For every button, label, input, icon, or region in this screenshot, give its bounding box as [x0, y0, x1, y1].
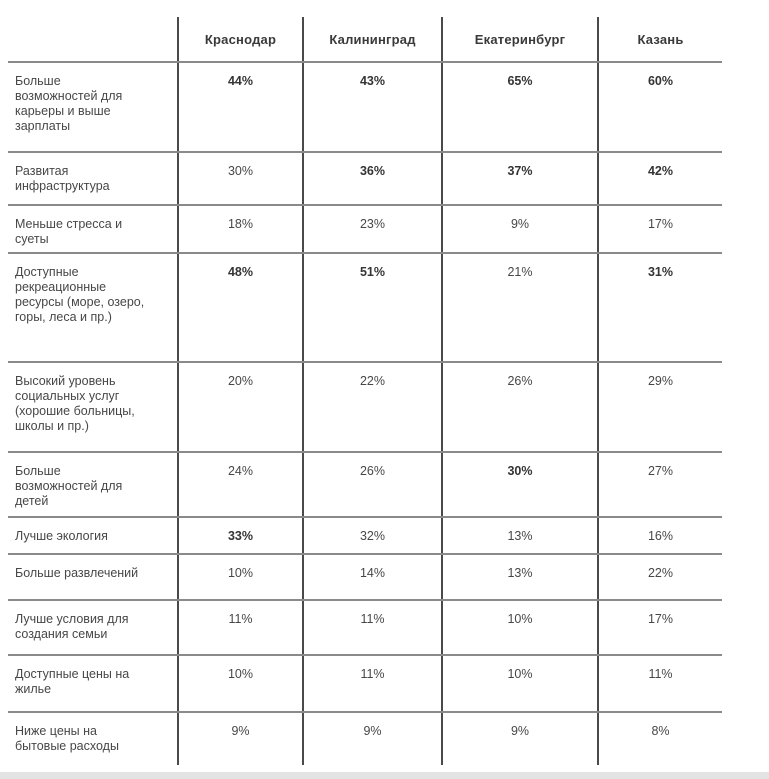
column-header-kaliningrad: Калининград [303, 17, 442, 62]
value-cell: 27% [598, 452, 722, 517]
table-row [8, 712, 722, 765]
value-cell: 30% [178, 152, 303, 205]
row-label: Развитая инфраструктура [8, 152, 178, 205]
row-label: Лучше экология [8, 517, 178, 554]
value-cell: 14% [303, 554, 442, 600]
value-cell: 42% [598, 152, 722, 205]
value-cell: 21% [442, 253, 598, 362]
table-row [8, 62, 722, 152]
value-cell: 32% [303, 517, 442, 554]
table-body [8, 62, 722, 765]
row-label: Доступные рекреационные ресурсы (море, озеро, горы, леса и пр.) [8, 253, 178, 362]
value-cell: 44% [178, 62, 303, 152]
table-row [8, 554, 722, 600]
survey-table [8, 17, 722, 765]
value-cell: 9% [442, 712, 598, 765]
value-cell: 10% [178, 655, 303, 712]
table-row [8, 205, 722, 253]
value-cell: 9% [303, 712, 442, 765]
table-row [8, 253, 722, 362]
row-label: Доступные цены на жилье [8, 655, 178, 712]
value-cell: 13% [442, 517, 598, 554]
value-cell: 22% [598, 554, 722, 600]
value-cell: 8% [598, 712, 722, 765]
value-cell: 10% [442, 600, 598, 655]
value-cell: 36% [303, 152, 442, 205]
value-cell: 43% [303, 62, 442, 152]
value-cell: 9% [442, 205, 598, 253]
value-cell: 30% [442, 452, 598, 517]
value-cell: 9% [178, 712, 303, 765]
row-label: Больше возможностей для детей [8, 452, 178, 517]
table-row [8, 452, 722, 517]
row-label: Ниже цены на бытовые расходы [15, 724, 119, 753]
value-cell: 20% [178, 362, 303, 452]
value-cell: 31% [598, 253, 722, 362]
value-cell: 18% [178, 205, 303, 253]
value-cell: 33% [178, 517, 303, 554]
column-header-kazan: Казань [598, 17, 722, 62]
value-cell: 26% [442, 362, 598, 452]
value-cell: 60% [598, 62, 722, 152]
value-cell: 10% [178, 554, 303, 600]
row-label: Больше возможностей для карьеры и выше зарплаты [8, 62, 178, 152]
value-cell: 29% [598, 362, 722, 452]
table-row [8, 152, 722, 205]
bottom-edge-strip [0, 772, 769, 779]
value-cell: 10% [442, 655, 598, 712]
value-cell: 48% [178, 253, 303, 362]
value-cell: 13% [442, 554, 598, 600]
column-header-ekaterinburg: Екатеринбург [442, 17, 598, 62]
column-header-krasnodar: Краснодар [178, 17, 303, 62]
value-cell: 17% [598, 205, 722, 253]
row-label: Лучше условия для создания семьи [8, 600, 178, 655]
value-cell: 11% [303, 600, 442, 655]
value-cell: 24% [178, 452, 303, 517]
row-label: Меньше стресса и суеты [8, 205, 178, 253]
table-row [8, 517, 722, 554]
value-cell: 16% [598, 517, 722, 554]
corner-cell [8, 17, 178, 62]
table-row [8, 655, 722, 712]
table-row [8, 362, 722, 452]
value-cell: 11% [178, 600, 303, 655]
value-cell: 17% [598, 600, 722, 655]
header-row [8, 17, 722, 62]
row-label: Больше развлечений [8, 554, 178, 600]
value-cell: 11% [598, 655, 722, 712]
table-header [8, 17, 722, 62]
table-row [8, 600, 722, 655]
value-cell: 22% [303, 362, 442, 452]
value-cell: 23% [303, 205, 442, 253]
value-cell: 51% [303, 253, 442, 362]
row-label: Высокий уровень социальных услуг (хорошие больницы, школы и пр.) [8, 362, 178, 452]
value-cell: 37% [442, 152, 598, 205]
value-cell: 65% [442, 62, 598, 152]
value-cell: 26% [303, 452, 442, 517]
value-cell: 11% [303, 655, 442, 712]
